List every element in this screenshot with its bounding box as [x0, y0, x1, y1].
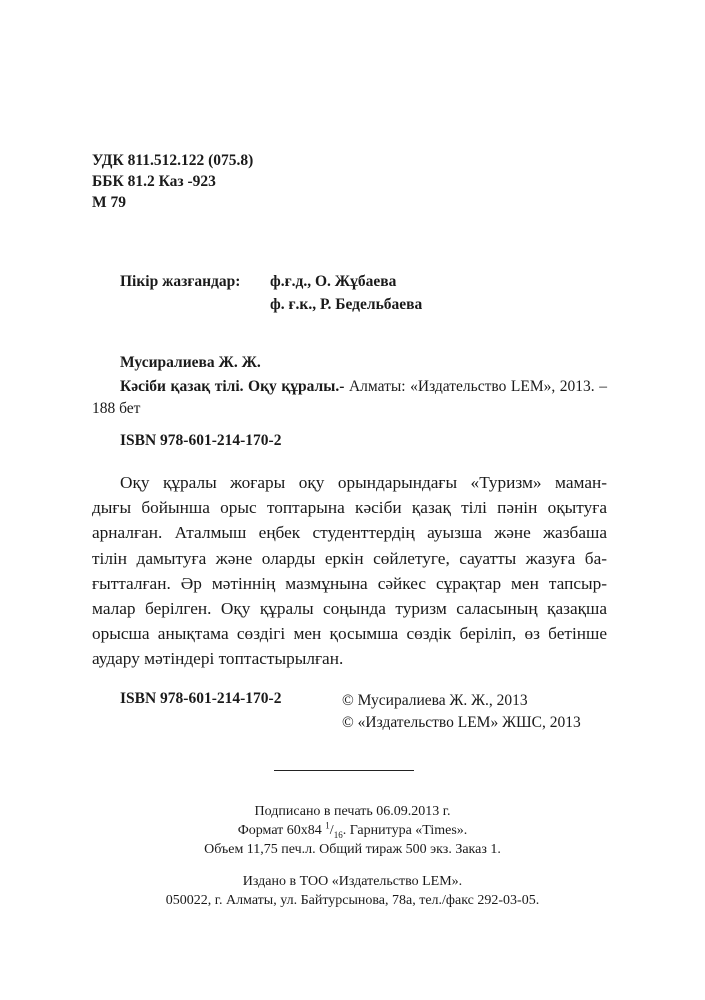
imprint-address: 050022, г. Алматы, ул. Байтурсынова, 78а, тел./факс 292-03-05. [165, 893, 540, 908]
author-mark: М 79 [92, 194, 127, 211]
divider-rule [274, 770, 414, 771]
imprint-volume: Объем 11,75 печ.л. Общий тираж 500 экз. Заказ 1. [204, 842, 501, 857]
isbn-bottom: ISBN 978-601-214-170-2 [120, 690, 282, 707]
bibliographic-record [92, 376, 607, 420]
imprint-format: Формат 60х84 $^1/_{16}$. Гарнитура «Times». [237, 820, 468, 840]
abstract-line: тілін дамытуға және оларды еркін сөйлетуге, сауатты жазуға ба- [92, 548, 607, 568]
abstract-line: Оқу құралы жоғары оқу орындарындағы «Туризм» маман- [120, 473, 607, 492]
copyright-publisher: © «Издательство LEM» ЖШС, 2013 [342, 714, 581, 731]
abstract-line: аудару мәтіндері топтастырылған. [92, 649, 344, 669]
imprint-publisher: Издано в ТОО «Издательство LEM». [242, 874, 463, 889]
abstract-line: малар берілген. Оқу құралы соңында туризм саласының қазақша [92, 599, 607, 619]
imprint-block [0, 802, 705, 859]
reviewer-1: ф.ғ.д., О. Жұбаева [270, 273, 397, 290]
classification-codes [92, 150, 253, 213]
publication-info: Алматы: «Издательство LEM», 2013. – 188 бет [92, 378, 607, 417]
bbc-code: ББК 81.2 Каз -923 [92, 173, 216, 190]
book-author: Мусиралиева Ж. Ж. [120, 354, 261, 371]
copyright-author: © Мусиралиева Ж. Ж., 2013 [342, 692, 528, 709]
abstract-line: дығы бойынша орыс топтарына кәсіби қазақ тілі пәнін оқытуға [92, 498, 607, 518]
abstract-line: ғытталған. Әр мәтіннің мазмұнына сәйкес сұрақтар мен тапсыр- [92, 573, 607, 593]
abstract-line: орысша анықтама сөздігі мен қосымша сөздік беріліп, өз бетінше [92, 624, 607, 644]
udc-code: УДК 811.512.122 (075.8) [92, 152, 254, 169]
abstract-line: арналған. Аталмыш еңбек студенттердің ауызша және жазбаша [92, 523, 607, 543]
copyright-block [342, 690, 581, 734]
publisher-block [0, 872, 705, 910]
imprint-signed: Подписано в печать 06.09.2013 г. [254, 804, 451, 819]
abstract-paragraph [92, 470, 607, 672]
isbn-top: ISBN 978-601-214-170-2 [120, 432, 282, 449]
book-title: Кәсіби қазақ тілі. Оқу құралы.- [120, 378, 345, 395]
reviewer-2: ф. ғ.к., Р. Бедельбаева [270, 296, 423, 313]
reviewers-label: Пікір жазғандар: [120, 273, 241, 290]
